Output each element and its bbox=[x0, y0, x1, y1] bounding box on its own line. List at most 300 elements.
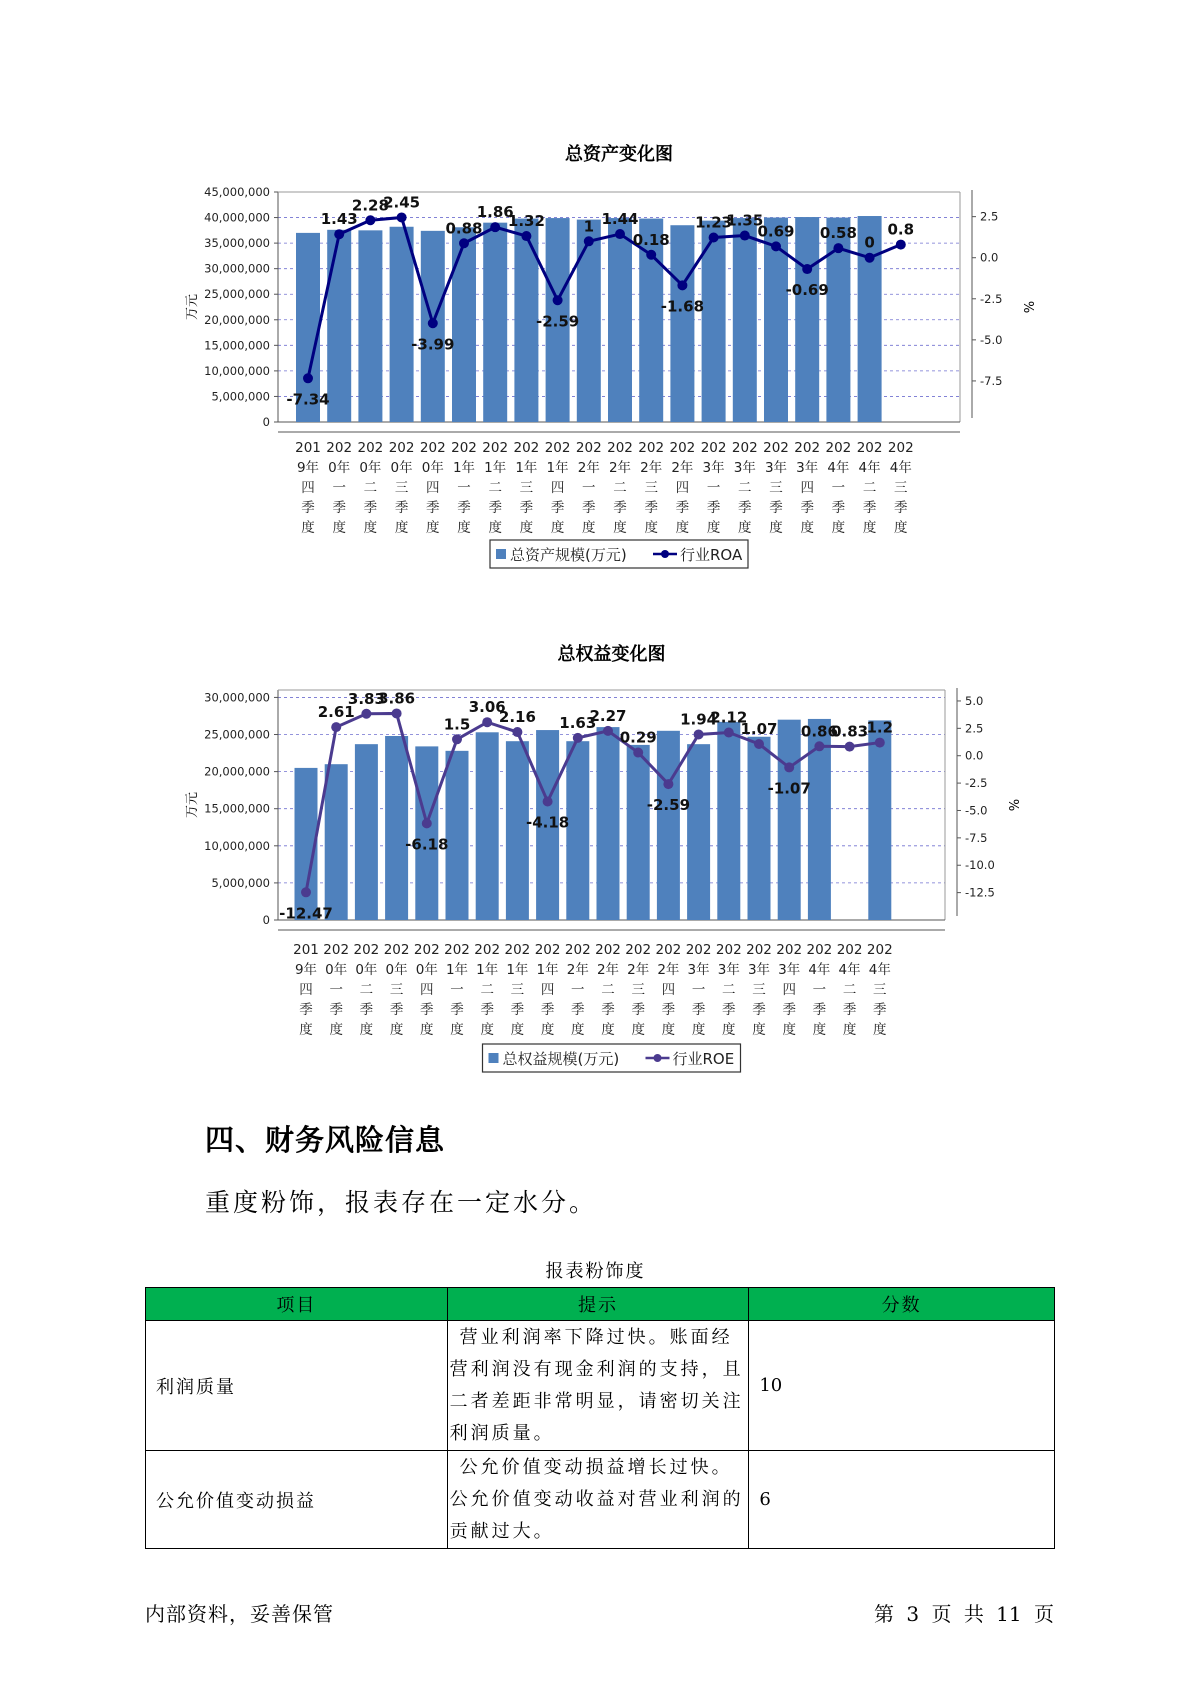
bar bbox=[446, 751, 469, 920]
line-point bbox=[865, 253, 875, 263]
x-tick-label: 季 bbox=[332, 500, 346, 516]
data-label: 1.94 bbox=[680, 710, 718, 729]
y-tick-label: 20,000,000 bbox=[204, 312, 270, 327]
table-header-cell: 分数 bbox=[749, 1288, 1055, 1321]
x-tick-label: 202 bbox=[323, 942, 350, 958]
line-point bbox=[553, 295, 563, 305]
y-tick-label: 15,000,000 bbox=[204, 801, 270, 816]
x-tick-label: 一 bbox=[332, 480, 346, 496]
x-tick-label: 度 bbox=[631, 1022, 645, 1038]
x-tick-label: 202 bbox=[685, 942, 712, 958]
x-tick-label: 202 bbox=[383, 942, 410, 958]
x-tick-label: 2年 bbox=[608, 460, 632, 476]
line-point bbox=[361, 709, 371, 719]
chart-title: 总资产变化图 bbox=[565, 144, 673, 165]
x-tick-label: 1年 bbox=[515, 460, 538, 476]
x-tick-label: 2年 bbox=[627, 962, 650, 978]
x-tick-label: 度 bbox=[831, 520, 846, 536]
x-tick-label: 202 bbox=[413, 942, 440, 958]
x-tick-label: 202 bbox=[856, 440, 883, 456]
x-tick-label: 0年 bbox=[359, 460, 382, 476]
x-tick-label: 四 bbox=[299, 982, 313, 998]
x-tick-label: 季 bbox=[420, 1002, 434, 1018]
bar bbox=[657, 731, 680, 920]
x-tick-label: 一 bbox=[582, 480, 596, 496]
x-tick-label: 季 bbox=[722, 1002, 736, 1018]
x-tick-label: 度 bbox=[613, 520, 627, 536]
y2-axis-title: % bbox=[1005, 798, 1020, 812]
x-tick-label: 三 bbox=[644, 480, 658, 496]
data-label: 0.86 bbox=[800, 722, 838, 741]
line-point bbox=[422, 818, 432, 828]
x-tick-label: 季 bbox=[613, 500, 627, 516]
x-tick-label: 201 bbox=[293, 942, 319, 958]
x-tick-label: 季 bbox=[769, 500, 783, 516]
y2-axis-title: % bbox=[1020, 300, 1035, 314]
data-label: -2.59 bbox=[535, 312, 580, 331]
x-tick-label: 度 bbox=[722, 1022, 736, 1038]
x-tick-label: 季 bbox=[582, 500, 596, 516]
x-tick-label: 1年 bbox=[484, 460, 507, 476]
x-tick-label: 202 bbox=[451, 440, 477, 456]
line-point bbox=[482, 717, 492, 727]
x-tick-label: 季 bbox=[488, 500, 502, 516]
bar bbox=[327, 230, 351, 422]
x-tick-label: 2年 bbox=[566, 962, 589, 978]
x-tick-label: 1年 bbox=[536, 962, 559, 978]
x-tick-label: 季 bbox=[389, 1002, 404, 1018]
x-tick-label: 季 bbox=[540, 1002, 555, 1018]
legend-bar-swatch bbox=[496, 549, 506, 559]
x-tick-label: 三 bbox=[394, 480, 409, 496]
x-tick-label: 1年 bbox=[452, 460, 476, 476]
data-label: 1.63 bbox=[559, 713, 597, 732]
x-tick-label: 季 bbox=[644, 500, 658, 516]
x-tick-label: 四 bbox=[426, 480, 440, 496]
y-tick-label: 30,000,000 bbox=[204, 690, 270, 705]
x-tick-label: 季 bbox=[363, 500, 378, 516]
x-tick-label: 202 bbox=[326, 440, 353, 456]
y-tick-label: 0 bbox=[262, 913, 270, 927]
data-label: 0.88 bbox=[445, 219, 483, 238]
x-tick-label: 度 bbox=[457, 520, 471, 536]
bar bbox=[566, 741, 589, 920]
line-point bbox=[428, 318, 438, 328]
bar bbox=[452, 227, 476, 422]
y-tick-label: 5,000,000 bbox=[211, 389, 270, 404]
y-tick-label: 20,000,000 bbox=[204, 764, 270, 779]
x-tick-label: 季 bbox=[752, 1002, 766, 1018]
x-tick-label: 季 bbox=[359, 1002, 374, 1018]
x-tick-label: 季 bbox=[894, 500, 908, 516]
x-tick-label: 1年 bbox=[476, 962, 499, 978]
x-tick-label: 二 bbox=[613, 480, 627, 496]
x-tick-label: 度 bbox=[738, 520, 752, 536]
x-tick-label: 季 bbox=[800, 500, 814, 516]
line-point bbox=[663, 779, 673, 789]
x-tick-label: 一 bbox=[812, 982, 827, 998]
table-header-cell: 项目 bbox=[146, 1288, 448, 1321]
total-assets-chart bbox=[0, 140, 1191, 600]
x-tick-label: 度 bbox=[359, 1022, 374, 1038]
x-tick-label: 202 bbox=[806, 942, 833, 958]
bar bbox=[627, 745, 650, 920]
data-label: -2.59 bbox=[646, 796, 691, 815]
x-tick-label: 度 bbox=[782, 1022, 796, 1038]
line-point bbox=[845, 742, 855, 752]
x-tick-label: 4年 bbox=[889, 460, 912, 476]
x-tick-label: 度 bbox=[480, 1022, 494, 1038]
legend-label: 总资产规模(万元) bbox=[510, 546, 627, 564]
x-tick-label: 一 bbox=[706, 480, 721, 496]
row-tip: 公允价值变动损益增长过快。公允价值变动收益对营业利润的贡献过大。 bbox=[447, 1451, 749, 1549]
x-tick-label: 9年 bbox=[296, 460, 320, 476]
x-tick-label: 0年 bbox=[328, 460, 351, 476]
x-tick-label: 202 bbox=[866, 942, 893, 958]
x-tick-label: 度 bbox=[488, 520, 502, 536]
footer-page-number: 第 3 页 共 11 页 bbox=[874, 1602, 1054, 1626]
x-tick-label: 2年 bbox=[640, 460, 663, 476]
data-label: 1.2 bbox=[866, 718, 894, 737]
x-tick-label: 202 bbox=[825, 440, 852, 456]
x-tick-label: 度 bbox=[510, 1022, 525, 1038]
x-tick-label: 三 bbox=[769, 480, 783, 496]
x-tick-label: 0年 bbox=[421, 460, 444, 476]
x-tick-label: 4年 bbox=[827, 460, 850, 476]
x-tick-label: 3年 bbox=[764, 460, 788, 476]
x-tick-label: 3年 bbox=[778, 962, 801, 978]
x-tick-label: 202 bbox=[504, 942, 531, 958]
x-tick-label: 3年 bbox=[733, 460, 756, 476]
x-tick-label: 季 bbox=[394, 500, 409, 516]
x-tick-label: 度 bbox=[420, 1022, 434, 1038]
x-tick-label: 0年 bbox=[415, 962, 438, 978]
x-tick-label: 度 bbox=[450, 1022, 464, 1038]
x-tick-label: 季 bbox=[738, 500, 752, 516]
y2-tick-label: 2.5 bbox=[980, 209, 999, 224]
x-tick-label: 一 bbox=[691, 982, 706, 998]
bar bbox=[385, 736, 408, 920]
y-axis-title: 万元 bbox=[185, 791, 200, 819]
data-label: 1.23 bbox=[695, 213, 733, 232]
y-tick-label: 10,000,000 bbox=[204, 838, 270, 853]
x-tick-label: 二 bbox=[363, 480, 378, 496]
section-text: 重度粉饰，报表存在一定水分。 bbox=[205, 1188, 598, 1217]
x-tick-label: 2年 bbox=[657, 962, 680, 978]
line-point bbox=[694, 729, 704, 739]
line-point bbox=[833, 243, 843, 253]
data-label: -1.07 bbox=[767, 779, 811, 798]
line-point bbox=[459, 238, 469, 248]
line-point bbox=[331, 722, 341, 732]
bar bbox=[358, 230, 382, 422]
legend-label: 行业ROA bbox=[680, 546, 743, 564]
x-tick-label: 四 bbox=[800, 480, 814, 496]
x-tick-label: 202 bbox=[353, 942, 380, 958]
x-tick-label: 202 bbox=[482, 440, 509, 456]
data-label: -4.18 bbox=[525, 813, 570, 832]
line-point bbox=[490, 222, 500, 232]
x-tick-label: 三 bbox=[894, 480, 908, 496]
x-tick-label: 二 bbox=[738, 480, 752, 496]
x-tick-label: 0年 bbox=[390, 460, 413, 476]
x-tick-label: 202 bbox=[444, 942, 470, 958]
x-tick-label: 度 bbox=[329, 1022, 343, 1038]
y-tick-label: 40,000,000 bbox=[204, 210, 270, 225]
line-point bbox=[754, 739, 764, 749]
chart-total-equity bbox=[0, 638, 1191, 1098]
x-tick-label: 度 bbox=[363, 520, 378, 536]
line-point bbox=[709, 233, 719, 243]
x-tick-label: 202 bbox=[655, 942, 682, 958]
x-tick-label: 三 bbox=[510, 982, 525, 998]
y-tick-label: 35,000,000 bbox=[204, 236, 270, 251]
x-tick-label: 季 bbox=[571, 1002, 585, 1018]
x-tick-label: 度 bbox=[691, 1022, 706, 1038]
bar bbox=[778, 720, 801, 920]
y2-tick-label: -5.0 bbox=[980, 332, 1003, 347]
x-tick-label: 度 bbox=[601, 1022, 615, 1038]
line-point bbox=[615, 229, 625, 239]
x-tick-label: 一 bbox=[457, 480, 471, 496]
x-tick-label: 三 bbox=[631, 982, 645, 998]
x-tick-label: 一 bbox=[329, 982, 343, 998]
x-tick-label: 度 bbox=[519, 520, 534, 536]
y2-tick-label: -10.0 bbox=[965, 858, 995, 873]
x-tick-label: 3年 bbox=[796, 460, 819, 476]
x-tick-label: 度 bbox=[661, 1022, 676, 1038]
bar bbox=[748, 737, 771, 920]
x-tick-label: 度 bbox=[894, 520, 908, 536]
line-point bbox=[521, 231, 531, 241]
table-row bbox=[146, 1451, 1055, 1549]
line-point bbox=[573, 733, 583, 743]
x-tick-label: 202 bbox=[746, 942, 772, 958]
x-tick-label: 4年 bbox=[858, 460, 881, 476]
x-tick-label: 季 bbox=[691, 1002, 706, 1018]
row-name: 公允价值变动损益 bbox=[146, 1451, 448, 1549]
x-tick-label: 四 bbox=[661, 982, 676, 998]
x-tick-label: 度 bbox=[299, 1022, 313, 1038]
data-label: 3.83 bbox=[347, 689, 385, 708]
x-tick-label: 二 bbox=[488, 480, 502, 496]
x-tick-label: 202 bbox=[419, 440, 446, 456]
line-point bbox=[802, 264, 812, 274]
x-tick-label: 2年 bbox=[596, 962, 620, 978]
row-name: 利润质量 bbox=[146, 1321, 448, 1451]
line-point bbox=[301, 887, 311, 897]
x-tick-label: 度 bbox=[332, 520, 346, 536]
x-tick-label: 三 bbox=[519, 480, 534, 496]
y-tick-label: 25,000,000 bbox=[204, 727, 270, 742]
data-label: 0.8 bbox=[887, 220, 915, 239]
line-point bbox=[392, 708, 402, 718]
x-tick-label: 1年 bbox=[506, 962, 529, 978]
x-tick-label: 度 bbox=[706, 520, 721, 536]
x-tick-label: 度 bbox=[873, 1022, 887, 1038]
x-tick-label: 度 bbox=[862, 520, 877, 536]
chart-title: 总权益变化图 bbox=[557, 644, 666, 665]
x-tick-label: 202 bbox=[544, 440, 571, 456]
line-point bbox=[724, 727, 734, 737]
bar bbox=[415, 746, 438, 920]
x-tick-label: 202 bbox=[763, 440, 789, 456]
data-label: 1 bbox=[583, 217, 595, 236]
x-tick-label: 202 bbox=[731, 440, 758, 456]
x-tick-label: 202 bbox=[607, 440, 633, 456]
data-label: -12.47 bbox=[279, 904, 333, 923]
x-tick-label: 度 bbox=[644, 520, 658, 536]
line-point bbox=[543, 796, 553, 806]
x-tick-label: 1年 bbox=[445, 962, 469, 978]
bar bbox=[325, 764, 348, 920]
x-tick-label: 季 bbox=[301, 500, 315, 516]
x-tick-label: 202 bbox=[625, 942, 652, 958]
x-tick-label: 四 bbox=[550, 480, 565, 496]
x-tick-label: 202 bbox=[700, 440, 727, 456]
x-tick-label: 季 bbox=[812, 1002, 827, 1018]
x-tick-label: 0年 bbox=[385, 962, 408, 978]
x-tick-label: 四 bbox=[301, 480, 315, 496]
x-tick-label: 一 bbox=[450, 982, 464, 998]
footer-confidential: 内部资料，妥善保管 bbox=[145, 1602, 334, 1626]
x-tick-label: 4年 bbox=[808, 962, 831, 978]
x-tick-label: 度 bbox=[769, 520, 783, 536]
data-label: 3.86 bbox=[378, 689, 416, 708]
y-tick-label: 45,000,000 bbox=[204, 185, 270, 199]
x-tick-label: 季 bbox=[782, 1002, 796, 1018]
bar bbox=[670, 225, 694, 422]
data-label: 0.69 bbox=[757, 222, 795, 241]
x-tick-label: 度 bbox=[389, 1022, 404, 1038]
x-tick-label: 季 bbox=[842, 1002, 857, 1018]
y-tick-label: 25,000,000 bbox=[204, 287, 270, 302]
x-tick-label: 季 bbox=[831, 500, 846, 516]
data-label: -6.18 bbox=[405, 835, 449, 854]
x-tick-label: 202 bbox=[887, 440, 914, 456]
legend-bar-swatch bbox=[489, 1053, 499, 1063]
y2-tick-label: 0.0 bbox=[980, 250, 999, 265]
x-tick-label: 季 bbox=[601, 1002, 615, 1018]
y2-tick-label: 0.0 bbox=[965, 748, 984, 763]
x-tick-label: 202 bbox=[794, 440, 821, 456]
legend-line-marker bbox=[661, 550, 669, 558]
bar bbox=[390, 227, 414, 422]
x-tick-label: 季 bbox=[426, 500, 440, 516]
x-tick-label: 季 bbox=[661, 1002, 676, 1018]
line-point bbox=[365, 215, 375, 225]
line-point bbox=[896, 240, 906, 250]
data-label: 0.18 bbox=[632, 230, 670, 249]
x-tick-label: 四 bbox=[675, 480, 690, 496]
x-tick-label: 四 bbox=[782, 982, 796, 998]
x-tick-label: 季 bbox=[862, 500, 877, 516]
chart-total-assets bbox=[0, 140, 1191, 600]
bar bbox=[577, 220, 601, 422]
x-tick-label: 201 bbox=[295, 440, 321, 456]
line-point bbox=[875, 738, 885, 748]
data-label: 2.28 bbox=[351, 196, 389, 215]
x-tick-label: 度 bbox=[426, 520, 440, 536]
bar bbox=[597, 727, 620, 920]
x-tick-label: 二 bbox=[601, 982, 615, 998]
data-label: 1.44 bbox=[601, 210, 639, 229]
x-tick-label: 度 bbox=[842, 1022, 857, 1038]
x-tick-label: 2年 bbox=[577, 460, 600, 476]
x-tick-label: 二 bbox=[480, 982, 494, 998]
y2-tick-label: -7.5 bbox=[965, 830, 988, 845]
line-point bbox=[397, 212, 407, 222]
data-label: 1.5 bbox=[443, 715, 471, 734]
data-label: 1.35 bbox=[726, 211, 764, 230]
data-label: 0 bbox=[864, 233, 875, 252]
x-tick-label: 3年 bbox=[747, 962, 771, 978]
table-header-row bbox=[146, 1288, 1055, 1321]
x-tick-label: 季 bbox=[675, 500, 690, 516]
x-tick-label: 202 bbox=[836, 942, 863, 958]
y2-tick-label: -7.5 bbox=[980, 373, 1003, 388]
bar bbox=[608, 218, 632, 422]
x-tick-label: 一 bbox=[831, 480, 846, 496]
x-tick-label: 202 bbox=[513, 440, 540, 456]
bar bbox=[483, 223, 507, 422]
x-tick-label: 度 bbox=[394, 520, 409, 536]
x-tick-label: 度 bbox=[571, 1022, 585, 1038]
line-point bbox=[603, 726, 613, 736]
line-point bbox=[334, 229, 344, 239]
table-row bbox=[146, 1321, 1055, 1451]
x-tick-label: 季 bbox=[299, 1002, 313, 1018]
data-label: -3.99 bbox=[411, 335, 455, 354]
line-point bbox=[677, 280, 687, 290]
x-tick-label: 一 bbox=[571, 982, 585, 998]
data-label: 2.45 bbox=[383, 193, 421, 212]
x-tick-label: 季 bbox=[480, 1002, 494, 1018]
bar bbox=[514, 219, 538, 422]
x-tick-label: 季 bbox=[329, 1002, 343, 1018]
x-tick-label: 202 bbox=[474, 942, 501, 958]
x-tick-label: 度 bbox=[550, 520, 565, 536]
x-tick-label: 202 bbox=[388, 440, 415, 456]
x-tick-label: 202 bbox=[534, 942, 561, 958]
x-tick-label: 度 bbox=[752, 1022, 766, 1038]
x-tick-label: 度 bbox=[301, 520, 315, 536]
x-tick-label: 二 bbox=[842, 982, 857, 998]
x-tick-label: 季 bbox=[519, 500, 534, 516]
row-score: 6 bbox=[749, 1451, 1055, 1549]
data-label: 0.29 bbox=[619, 728, 657, 747]
bar bbox=[795, 217, 819, 422]
legend-line-marker bbox=[654, 1054, 662, 1062]
x-tick-label: 季 bbox=[873, 1002, 887, 1018]
line-point bbox=[584, 236, 594, 246]
x-tick-label: 二 bbox=[862, 480, 877, 496]
x-tick-label: 季 bbox=[510, 1002, 525, 1018]
x-tick-label: 202 bbox=[595, 942, 621, 958]
line-point bbox=[512, 727, 522, 737]
line-point bbox=[646, 250, 656, 260]
data-label: 1.86 bbox=[476, 203, 514, 222]
x-tick-label: 202 bbox=[638, 440, 665, 456]
y-axis-title: 万元 bbox=[185, 293, 200, 321]
x-tick-label: 三 bbox=[873, 982, 887, 998]
x-tick-label: 二 bbox=[359, 982, 374, 998]
bar bbox=[687, 744, 710, 920]
data-label: 2.27 bbox=[589, 706, 627, 725]
data-label: -0.69 bbox=[785, 281, 829, 300]
line-point bbox=[452, 734, 462, 744]
bar bbox=[717, 722, 740, 920]
